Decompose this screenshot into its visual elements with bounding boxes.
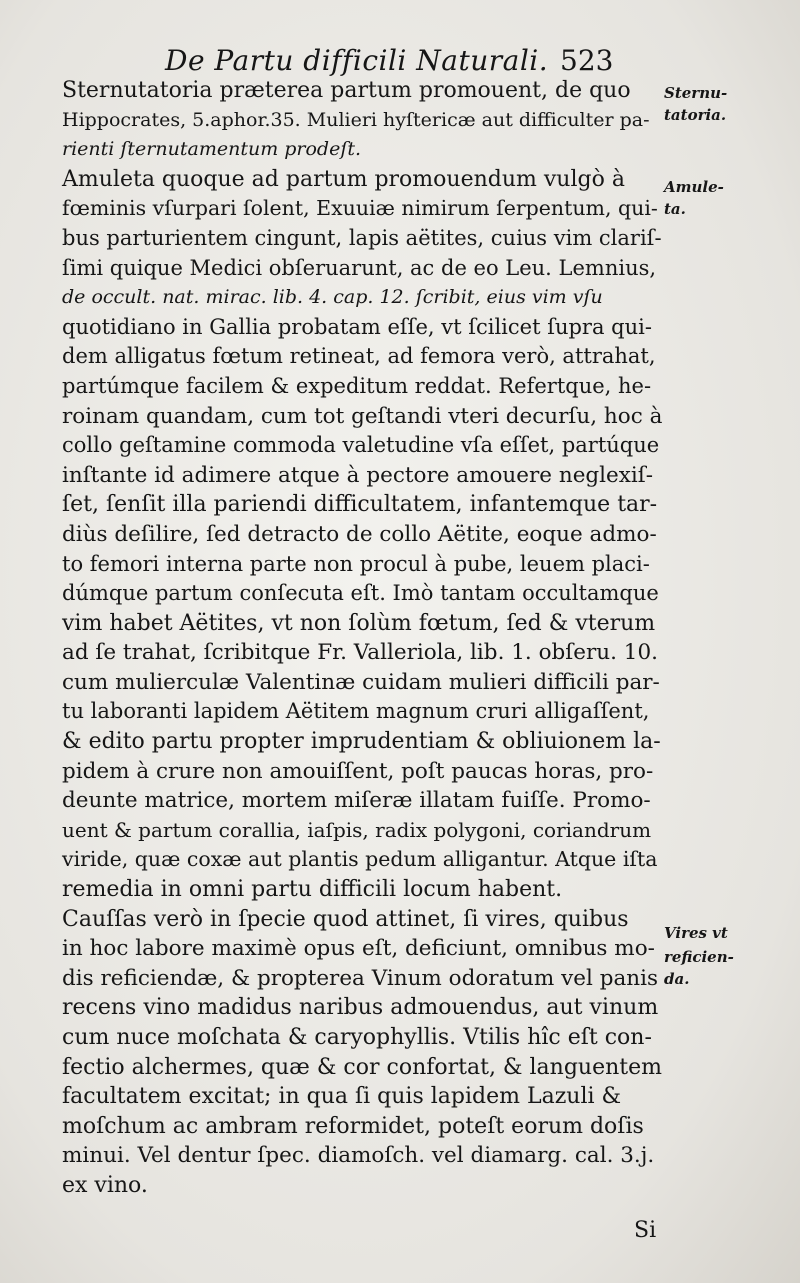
margin-note: da. bbox=[664, 970, 690, 988]
text-line: Amuleta quoque ad partum promouendum vulgò à bbox=[62, 166, 625, 192]
text-line: collo geſtamine commoda valetudine vſa eſſet, partúque bbox=[62, 433, 660, 458]
margin-note: Sternu- bbox=[664, 84, 728, 102]
margin-note: reficien- bbox=[664, 948, 734, 966]
text-line: dem alligatus fœtum retineat, ad femora verò, attrahat, bbox=[62, 344, 656, 369]
text-line: deunte matrice, mortem miſeræ illatam fuiſſe. Promo- bbox=[62, 788, 651, 814]
text-line: recens vino madidus naribus admouendus, aut vinum bbox=[62, 995, 659, 1021]
text-line: pidem à crure non amouiſſent, poſt paucas horas, pro- bbox=[62, 758, 654, 784]
text-line: cum mulierculæ Valentinæ cuidam mulieri difficili par- bbox=[62, 669, 660, 695]
text-line: ad ſe trahat, ſcribitque Fr. Valleriola, lib. 1. obſeru. 10. bbox=[62, 640, 658, 666]
text-line: viride, quæ coxæ aut plantis pedum alligantur. Atque iſta bbox=[62, 847, 658, 872]
text-line: ex vino. bbox=[62, 1172, 148, 1198]
text-line: roinam quandam, cum tot geſtandi vteri decurſu, hoc à bbox=[62, 403, 663, 429]
text-line: remedia in omni partu difficili locum habent. bbox=[62, 877, 563, 903]
text-line: moſchum ac ambram reformidet, poteſt eorum doſis bbox=[62, 1113, 644, 1139]
margin-note: Vires vt bbox=[664, 924, 728, 942]
text-line: partúmque facilem & expeditum reddat. Refertque, he- bbox=[62, 373, 652, 398]
text-line: ſet, ſenſit illa pariendi difficultatem, infantemque tar- bbox=[62, 492, 658, 518]
text-line: rienti ſternutamentum prodeſt. bbox=[62, 138, 362, 161]
text-line: de occult. nat. mirac. lib. 4. cap. 12. ſcribit, eius vim vſu bbox=[62, 286, 603, 309]
text-line: fectio alchermes, quæ & cor confortat, & languentem bbox=[62, 1054, 662, 1080]
text-line: Cauſſas verò in ſpecie quod attinet, ſi vires, quibus bbox=[62, 906, 629, 932]
text-line: & edito partu propter imprudentiam & obliuionem la- bbox=[62, 729, 661, 755]
text-line: tu laboranti lapidem Aëtitem magnum cruri alligaſſent, bbox=[62, 699, 650, 724]
text-line: vim habet Aëtites, vt non ſolùm fœtum, ſed & vterum bbox=[62, 610, 656, 636]
text-line: uent & partum corallia, iaſpis, radix polygoni, coriandrum bbox=[62, 817, 652, 842]
margin-note: Amule- bbox=[664, 178, 724, 196]
catchword: Si bbox=[634, 1218, 657, 1243]
text-line: facultatem excitat; in qua ſi quis lapidem Lazuli & bbox=[62, 1084, 622, 1110]
margin-note: ta. bbox=[664, 200, 686, 218]
text-line: Sternutatoria præterea partum promouent, de quo bbox=[62, 78, 631, 103]
text-line: inſtante id adimere atque à pectore amouere neglexiſ- bbox=[62, 462, 653, 488]
text-line: in hoc labore maximè opus eſt, deficiunt, omnibus mo- bbox=[62, 936, 655, 962]
text-line: dúmque partum conſecuta eſt. Imò tantam occultamque bbox=[62, 581, 659, 606]
text-line: ſimi quique Medici obſeruarunt, ac de eo Leu. Lemnius, bbox=[62, 255, 657, 280]
running-head: De Partu difficili Naturali. bbox=[165, 44, 549, 77]
text-line: diùs deſilire, ſed detracto de collo Aëtite, eoque admo- bbox=[62, 521, 657, 547]
text-line: bus parturientem cingunt, lapis aëtites, cuius vim clariſ- bbox=[62, 225, 662, 250]
text-line: fœminis vſurpari ſolent, Exuuiæ nimirum ſerpentum, qui- bbox=[62, 196, 658, 221]
page-number: 523 bbox=[560, 44, 614, 77]
text-line: dis reficiendæ, & propterea Vinum odoratum vel panis bbox=[62, 965, 659, 991]
text-line: cum nuce moſchata & caryophyllis. Vtilis hîc eſt con- bbox=[62, 1025, 652, 1050]
body-text bbox=[62, 76, 662, 1201]
text-line: Hippocrates, 5.aphor.35. Mulieri hyſtericæ aut difficulter pa- bbox=[62, 108, 650, 131]
margin-note: tatoria. bbox=[664, 106, 727, 124]
text-line: quotidiano in Gallia probatam eſſe, vt ſcilicet ſupra qui- bbox=[62, 314, 652, 339]
text-line: to femori interna parte non procul à pube, leuem placi- bbox=[62, 551, 650, 576]
text-line: minui. Vel dentur ſpec. diamoſch. vel diamarg. cal. 3.j. bbox=[62, 1143, 655, 1169]
